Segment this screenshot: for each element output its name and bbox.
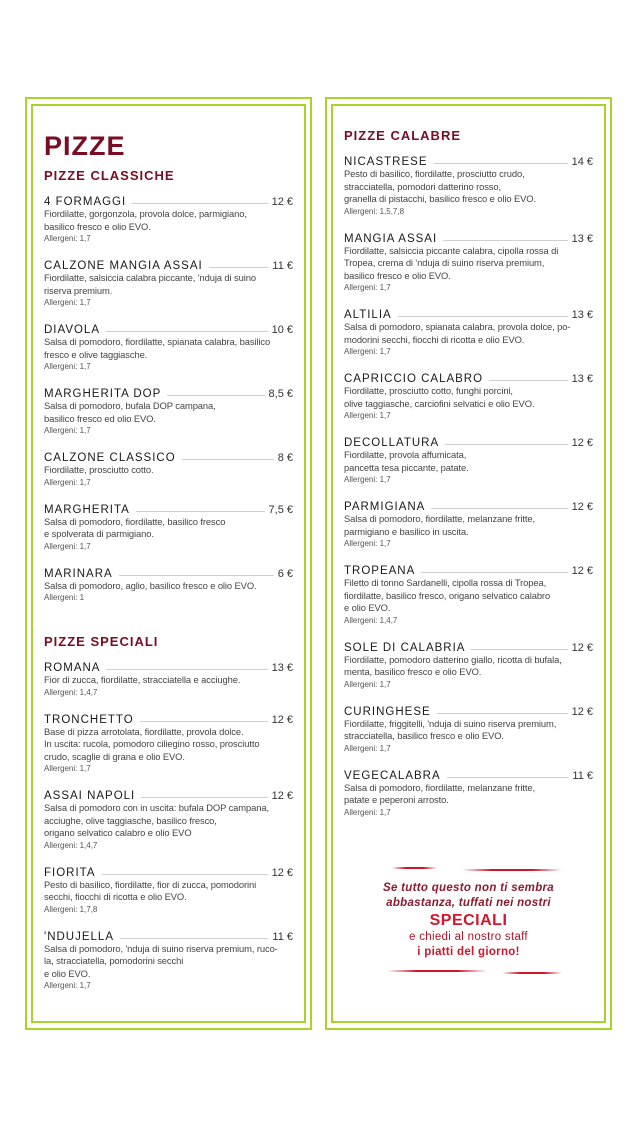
item-name: CURINGHESE — [344, 705, 431, 718]
menu-item — [44, 565, 293, 605]
dotted-leader — [471, 649, 567, 650]
item-name: NICASTRESE — [344, 156, 428, 168]
item-price: 12 € — [271, 866, 293, 879]
menu-item — [44, 864, 293, 916]
item-name: TROPEANA — [344, 565, 416, 577]
item-description: Salsa di pomodoro, fiordilatte, spianata calabra, basilico fresco e olive taggiasche. — [44, 336, 271, 360]
item-price: 13 € — [571, 309, 593, 321]
item-description: Salsa di pomodoro, 'nduja di suino riserva premium, ruco- la, stracciatella, pomodorini secchi e olio EVO. — [44, 942, 278, 979]
item-description: Fiordilatte, prosciutto cotto. — [44, 464, 154, 475]
promo-highlight: SPECIALI — [429, 912, 508, 929]
menu-item — [44, 928, 293, 993]
item-allergens: Allergeni: 1,4,7 — [44, 687, 98, 697]
item-name: DECOLLATURA — [344, 437, 440, 449]
menu-item — [344, 153, 593, 218]
item-allergens: Allergeni: 1,4,7 — [344, 615, 398, 625]
item-price: 6 € — [277, 567, 293, 580]
item-price: 11 € — [272, 930, 293, 943]
dotted-leader — [182, 459, 274, 460]
decorative-brush-stroke — [387, 970, 487, 972]
item-name: DIAVOLA — [44, 324, 100, 336]
item-allergens: Allergeni: 1,7 — [44, 981, 91, 990]
dotted-leader — [120, 938, 268, 939]
item-price: 12 € — [571, 437, 593, 449]
menu-item — [344, 767, 593, 819]
item-description: Salsa di pomodoro, fiordilatte, basilico fresco e spolverata di parmigiano. — [44, 515, 226, 539]
menu-item — [44, 193, 293, 245]
item-allergens: Allergeni: 1,7 — [344, 475, 391, 484]
item-description: Filetto di tonno Sardanelli, cipolla rossa di Tropea, fiordilatte, basilico fresco, origano selvatico calabro e olio EVO. — [344, 577, 551, 613]
item-description: Base di pizza arrotolata, fiordilatte, provola dolce. In uscita: rucola, pomodoro ciliegino rosso, prosciutto crudo, scaglie di grana e olio EVO. — [44, 725, 260, 762]
dotted-leader — [140, 721, 268, 722]
menu-item — [344, 562, 593, 627]
item-allergens: Allergeni: 1,7 — [44, 764, 91, 773]
dotted-leader — [431, 508, 567, 509]
item-allergens: Allergeni: 1,7,8 — [44, 904, 98, 914]
item-name: MANGIA ASSAI — [344, 232, 438, 245]
dotted-leader — [106, 669, 267, 670]
item-allergens: Allergeni: 1,7 — [344, 807, 391, 817]
item-name: 'NDUJELLA — [44, 930, 114, 943]
dotted-leader — [119, 575, 274, 576]
menu-item — [44, 787, 293, 852]
section-title: PIZZE CLASSICHE — [44, 168, 175, 183]
item-allergens: Allergeni: 1,7 — [344, 347, 391, 356]
item-name: ALTILIA — [344, 309, 392, 321]
dotted-leader — [209, 267, 269, 268]
item-allergens: Allergeni: 1,7 — [344, 283, 391, 292]
item-name: 4 FORMAGGI — [44, 196, 127, 208]
item-allergens: Allergeni: 1,5,7,8 — [344, 206, 405, 216]
page-title: PIZZE — [44, 131, 126, 161]
item-price: 13 € — [571, 232, 593, 245]
item-description: Fiordilatte, gorgonzola, provola dolce, parmigiano, basilico fresco e olio EVO. — [44, 208, 247, 232]
item-name: ROMANA — [44, 662, 101, 674]
dotted-leader — [443, 240, 567, 241]
item-name: VEGECALABRA — [344, 769, 441, 782]
specials-promo — [327, 881, 610, 960]
dotted-leader — [445, 444, 567, 445]
menu-item — [344, 434, 593, 486]
decorative-brush-stroke — [502, 972, 562, 974]
decorative-brush-stroke — [392, 867, 437, 869]
menu-item — [344, 498, 593, 550]
promo-line: abbastanza, tuffati nei nostri — [386, 897, 551, 909]
item-name: ASSAI NAPOLI — [44, 790, 136, 802]
item-allergens: Allergeni: 1,7 — [44, 234, 91, 243]
item-allergens: Allergeni: 1,7 — [44, 298, 91, 307]
item-description: Salsa di pomodoro, spianata calabra, provola dolce, po- modorini secchi, fiocchi di ricotta e olio EVO. — [344, 321, 571, 345]
item-name: FIORITA — [44, 866, 96, 879]
decorative-brush-stroke — [462, 869, 562, 871]
item-price: 12 € — [571, 501, 593, 513]
dotted-leader — [102, 874, 268, 875]
menu-item — [44, 659, 293, 699]
section-title: PIZZE SPECIALI — [44, 634, 159, 649]
dotted-leader — [136, 511, 265, 512]
item-price: 11 € — [572, 769, 593, 782]
item-description: Salsa di pomodoro, fiordilatte, melanzane fritte, parmigiano e basilico in uscita. — [344, 513, 536, 537]
item-price: 8 € — [277, 452, 293, 464]
item-description: Salsa di pomodoro, fiordilatte, melanzane fritte, patate e peperoni arrosto. — [344, 781, 536, 805]
item-allergens: Allergeni: 1,4,7 — [44, 840, 98, 850]
item-price: 12 € — [571, 565, 593, 577]
item-allergens: Allergeni: 1,7 — [44, 477, 91, 487]
menu-item — [344, 370, 593, 422]
item-name: PARMIGIANA — [344, 501, 426, 513]
item-description: Salsa di pomodoro, bufala DOP campana, basilico fresco ed olio EVO. — [44, 400, 216, 424]
item-description: Fiordilatte, friggitelli, 'nduja di suino riserva premium, stracciatella, basilico fresco e olio EVO. — [344, 717, 557, 741]
item-price: 12 € — [271, 713, 293, 726]
item-price: 10 € — [271, 324, 293, 336]
menu-item — [344, 639, 593, 691]
dotted-leader — [489, 380, 568, 381]
item-name: CAPRICCIO CALABRO — [344, 373, 484, 385]
item-description: Fiordilatte, prosciutto cotto, funghi porcini, olive taggiasche, carciofini selvatici e olio EVO. — [344, 385, 535, 409]
dotted-leader — [434, 163, 568, 164]
item-price: 14 € — [571, 156, 593, 168]
dotted-leader — [398, 316, 568, 317]
item-description: Fiordilatte, salsiccia calabra piccante, 'nduja di suino riserva premium. — [44, 272, 256, 296]
menu-panel-left — [25, 97, 312, 1030]
item-description: Fior di zucca, fiordilatte, stracciatella e acciughe. — [44, 674, 241, 685]
item-price: 12 € — [271, 196, 293, 208]
dotted-leader — [106, 331, 268, 332]
item-description: Fiordilatte, provola affumicata, pancetta tesa piccante, patate. — [344, 449, 469, 473]
item-name: CALZONE CLASSICO — [44, 452, 176, 464]
menu-item — [344, 306, 593, 358]
item-price: 7,5 € — [268, 503, 293, 516]
dotted-leader — [437, 713, 568, 714]
item-allergens: Allergeni: 1,7 — [44, 426, 91, 435]
section-title: PIZZE CALABRE — [344, 128, 461, 143]
item-allergens: Allergeni: 1,7 — [344, 539, 391, 548]
item-price: 13 € — [571, 373, 593, 385]
menu-panel-right — [325, 97, 612, 1030]
menu-item — [44, 321, 293, 373]
item-description: Salsa di pomodoro con in uscita: bufala DOP campana, acciughe, olive taggiasche, basilico fresco, origano selvatico calabro e olio EVO — [44, 802, 269, 838]
item-price: 13 € — [271, 662, 293, 674]
item-description: Pesto di basilico, fiordilatte, prosciutto crudo, stracciatella, pomodori datterino rosso, granella di pistacchi, basilico fresco e olio EVO. — [344, 168, 536, 204]
menu-item — [344, 230, 593, 295]
item-price: 12 € — [271, 790, 293, 802]
item-name: SOLE DI CALABRIA — [344, 641, 466, 654]
dotted-leader — [447, 777, 569, 778]
item-price: 8,5 € — [268, 388, 293, 400]
menu-item — [44, 257, 293, 309]
menu-item — [44, 501, 293, 553]
item-allergens: Allergeni: 1,7 — [344, 679, 391, 689]
dotted-leader — [421, 572, 567, 573]
item-name: MARGHERITA — [44, 503, 130, 516]
promo-line: Se tutto questo non ti sembra — [383, 882, 554, 894]
menu-item — [344, 703, 593, 755]
item-description: Fiordilatte, salsiccia piccante calabra, cipolla rossa di Tropea, crema di 'nduja di suino riserva premium, basilico fresco e olio EVO. — [344, 244, 559, 281]
item-name: MARINARA — [44, 567, 113, 580]
item-description: Pesto di basilico, fiordilatte, fior di zucca, pomodorini secchi, fiocchi di ricotta e olio EVO. — [44, 878, 257, 902]
item-name: CALZONE MANGIA ASSAI — [44, 260, 203, 272]
dotted-leader — [167, 395, 264, 396]
menu-item — [44, 449, 293, 489]
item-price: 11 € — [272, 260, 293, 272]
item-allergens: Allergeni: 1,7 — [344, 743, 391, 753]
item-name: MARGHERITA DOP — [44, 388, 162, 400]
promo-line: i piatti del giorno! — [417, 946, 520, 958]
item-allergens: Allergeni: 1,7 — [344, 411, 391, 420]
dotted-leader — [141, 797, 267, 798]
menu-item — [44, 711, 293, 776]
item-name: TRONCHETTO — [44, 713, 134, 726]
item-allergens: Allergeni: 1,7 — [44, 362, 91, 371]
item-price: 12 € — [571, 705, 593, 718]
promo-line: e chiedi al nostro staff — [409, 931, 528, 943]
item-allergens: Allergeni: 1 — [44, 593, 85, 602]
item-price: 12 € — [571, 641, 593, 654]
dotted-leader — [132, 203, 267, 204]
item-allergens: Allergeni: 1,7 — [44, 541, 91, 551]
menu-item — [44, 385, 293, 437]
item-description: Salsa di pomodoro, aglio, basilico fresco e olio EVO. — [44, 579, 257, 591]
item-description: Fiordilatte, pomodoro datterino giallo, ricotta di bufala, menta, basilico fresco e olio EVO. — [344, 653, 562, 677]
